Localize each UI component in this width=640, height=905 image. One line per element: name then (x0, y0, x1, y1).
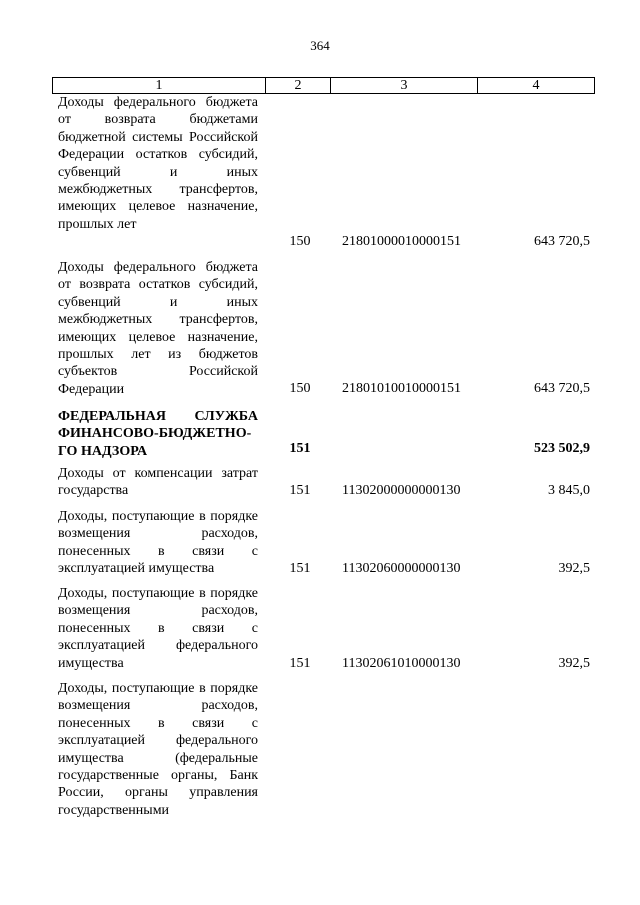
row-code: 151 (289, 441, 311, 456)
row-sum: 643 720,5 (534, 381, 590, 396)
row-kbk: 11302000000000130 (342, 483, 461, 498)
column-header-2: 2 (266, 78, 331, 93)
row-kbk: 21801000010000151 (342, 234, 461, 249)
row-code: 151 (289, 656, 311, 671)
row-kbk: 11302061010000130 (342, 656, 461, 671)
row-sum: 392,5 (558, 561, 590, 576)
row-name: Доходы федерального бюджета от возврата остатков субсидий, субвенций и иных межбюджетных трансфертов, имеющих целевое назначение, прошлых лет из бюджетов субъектов Российской Федерации (58, 260, 258, 397)
row-name: Доходы, поступающие в порядке возмещения расходов, понесенных в связи с эксплуатацией федерального имущества (58, 586, 258, 671)
row-sum: 523 502,9 (534, 441, 590, 456)
row-code: 150 (289, 381, 311, 396)
column-header-4: 4 (532, 78, 540, 93)
row-kbk: 21801010010000151 (342, 381, 461, 396)
row-sum: 392,5 (558, 656, 590, 671)
table-header (52, 77, 595, 94)
row-name: Доходы, поступающие в порядке возмещения расходов, понесенных в связи с эксплуатацией имущества (58, 509, 258, 577)
row-sum: 3 845,0 (548, 483, 590, 498)
row-sum: 643 720,5 (534, 234, 590, 249)
row-kbk: 11302060000000130 (342, 561, 461, 576)
column-header-3: 3 (331, 78, 478, 93)
column-header-1: 1 (53, 78, 266, 93)
row-name: Доходы, поступающие в порядке возмещения расходов, понесенных в связи с эксплуатацией федерального имущества (федеральные государственные органы, Банк России, органы управления государственными (58, 681, 258, 818)
row-code: 151 (289, 561, 311, 576)
page-number: 364 (310, 38, 330, 53)
row-name: ФЕДЕРАЛЬНАЯ СЛУЖБА ФИНАНСОВО-БЮДЖЕТНО-ГО НАДЗОРА (58, 409, 258, 459)
row-name: Доходы от компенсации затрат государства (58, 466, 258, 499)
row-code: 151 (289, 483, 311, 498)
row-name: Доходы федерального бюджета от возврата бюджетами бюджетной системы Российской Федерации остатков субсидий, субвенций и иных межбюджетных трансфертов, имеющих целевое назначение, прошлых лет (58, 95, 258, 232)
row-code: 150 (289, 234, 311, 249)
